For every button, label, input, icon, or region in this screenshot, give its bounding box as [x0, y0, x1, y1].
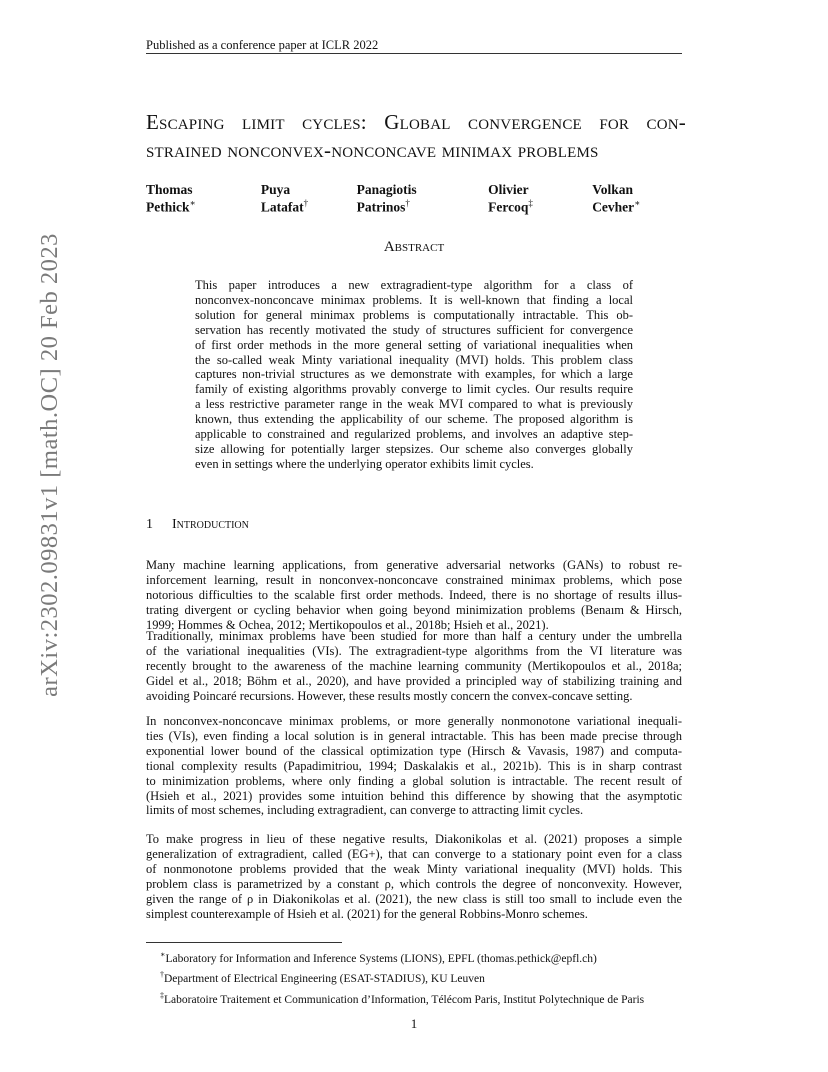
abstract-heading: Abstract [383, 239, 445, 255]
title-line-1: Escaping limit cycles: Global convergence for con- [146, 110, 686, 134]
paragraph-3: In nonconvex-nonconcave minimax problems, or more generally nonmonotone variational inequali- ties (VIs), even finding a local solution is in general intractable. This has been made precise through exponential lower bound of the classical optimization type (Hirsch & Vavasis, 1987) and computa- tional complexity results (Papadimitriou, 1994; Daskalakis et al., 2021b). This is in sharp contrast to minimization problems, where only finding a global solution is intractable. The recent result of (Hsieh et al., 2021) provides some intuition behind this difference by showing that the asymptotic limits of most schemes, including extragradient, can converge to attracting limit cycles. [146, 714, 682, 818]
arxiv-stamp [36, 233, 63, 697]
paper-title [146, 108, 686, 164]
page-number: 1 [410, 1016, 418, 1031]
paragraph-2: Traditionally, minimax problems have been studied for more than half a century under the umbrella of the variational inequalities (VIs). The extragradient-type algorithms from the VI literature was recently brought to the awareness of the machine learning community (Mertikopoulos et al., 2018a; Gidel et al., 2018; Böhm et al., 2020), and have provided a principled way of stabilizing training and avoiding Poincaré recursions. However, these results mostly concern the convex-concave setting. [146, 629, 682, 703]
header-rule [146, 53, 682, 54]
author: Panagiotis Patrinos† [356, 182, 417, 215]
title-line-2: strained nonconvex-nonconcave minimax problems [146, 138, 599, 162]
footnote: ‡Laboratoire Traitement et Communication d’Information, Télécom Paris, Institut Polytechnique de Paris [160, 990, 645, 1006]
section-number: 1 [146, 517, 153, 532]
author: Olivier Fercoq‡ [488, 182, 533, 215]
footnote-rule [146, 942, 342, 943]
footnotes [160, 947, 644, 1008]
footnote: ∗Laboratory for Information and Inference Systems (LIONS), EPFL (thomas.pethick@epfl.ch) [160, 950, 597, 965]
footnote: †Department of Electrical Engineering (ESAT-STADIUS), KU Leuven [160, 970, 485, 986]
section-heading [146, 517, 249, 533]
paragraph-4: To make progress in lieu of these negative results, Diakonikolas et al. (2021) proposes a simple generalization of extragradient, called (EG+), that can converge to a stationary point even for a class of nonmonotone problems provided that the weak Minty variational inequality (MVI) holds. This problem class is parametrized by a constant ρ, which controls the degree of nonconvexity. However, given the range of ρ in Diakonikolas et al. (2021), the new class is still too small to include even the simplest counterexample of Hsieh et al. (2021) for the general Robbins-Monro schemes. [146, 832, 682, 921]
author: Thomas Pethick∗ [146, 182, 196, 215]
running-header: Published as a conference paper at ICLR 2022 [146, 38, 379, 52]
arxiv-id: arXiv:2302.09831v1 [math.OC] 20 Feb 2023 [36, 233, 63, 697]
paragraph-1: Many machine learning applications, from generative adversarial networks (GANs) to robust re- inforcement learning, result in nonconvex-nonconcave constrained minimax problems, which pose notorious difficulties to the scalable first order methods. Indeed, there is no shortage of results illus- trating divergent or cycling behavior when going beyond minimization problems (Benaım & Hirsch, 1999; Hommes & Ochea, 2012; Mertikopoulos et al., 2018b; Hsieh et al., 2021). [146, 558, 682, 632]
abstract-body: This paper introduces a new extragradient-type algorithm for a class of nonconvex-nonconcave minimax problems. It is well-known that finding a local solution for general minimax problems is computationally intractable. This ob- servation has recently motivated the study of structures sufficient for convergence of first order methods in the more general setting of variational inequalities when the so-called weak Minty variational inequality (MVI) holds. This problem class captures non-trivial structures as we demonstrate with examples, for which a large family of existing algorithms provably converge to limit cycles. Our results require a less restrictive parameter range in the weak MVI compared to what is previously known, thus extending the applicability of our scheme. The proposed algorithm is applicable to constrained and regularized problems, and involves an adaptive step- size allowing for potentially larger stepsizes. Our scheme also converges globally even in settings where the underlying operator exhibits limit cycles. [195, 278, 633, 471]
author: Puya Latafat† [260, 182, 309, 215]
author: Volkan Cevher∗ [592, 182, 641, 215]
section-title: Introduction [172, 517, 249, 532]
author-list [146, 182, 682, 216]
